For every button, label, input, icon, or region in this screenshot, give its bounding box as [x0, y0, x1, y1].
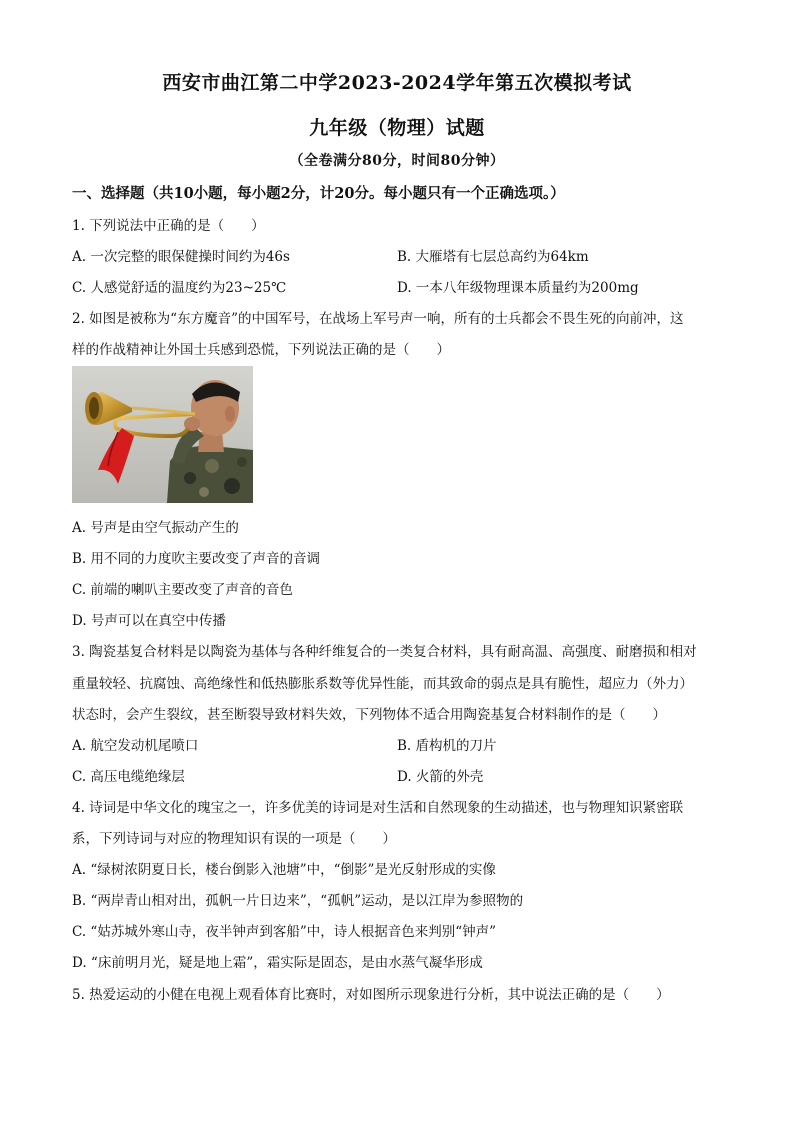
- question-2-option-a: A. 号声是由空气振动产生的: [72, 520, 239, 536]
- question-2-stem-line2: 样的作战精神让外国士兵感到恐慌，下列说法正确的是（ ）: [72, 342, 450, 358]
- exam-title: 西安市曲江第二中学2023-2024学年第五次模拟考试: [162, 72, 632, 94]
- question-4-option-b: B. “两岸青山相对出，孤帆一片日边来”，“孤帆”运动，是以江岸为参照物的: [72, 893, 524, 909]
- question-4-stem-line1: 4. 诗词是中华文化的瑰宝之一，许多优美的诗词是对生活和自然现象的生动描述，也与物理知识紧密联: [72, 800, 684, 816]
- question-3-stem-line3: 状态时，会产生裂纹，甚至断裂导致材料失效，下列物体不适合用陶瓷基复合材料制作的是（ ）: [72, 707, 666, 723]
- question-1-option-b: B. 大雁塔有七层总高约为64km: [397, 249, 589, 265]
- question-2-stem-line1: 2. 如图是被称为“东方魔音”的中国军号，在战场上军号声一响，所有的士兵都会不畏生死的向前冲，这: [72, 311, 684, 327]
- question-2-option-b: B. 用不同的力度吹主要改变了声音的音调: [72, 551, 321, 567]
- question-1-option-d: D. 一本八年级物理课本质量约为200mg: [397, 280, 639, 296]
- question-1-stem: 1. 下列说法中正确的是（ ）: [72, 218, 265, 234]
- question-4-option-c: C. “姑苏城外寒山寺，夜半钟声到客船”中，诗人根据音色来判别“钟声”: [72, 924, 497, 940]
- bugle-soldier-illustration: [72, 366, 253, 503]
- question-2-option-d: D. 号声可以在真空中传播: [72, 613, 226, 629]
- question-3-option-c: C. 高压电缆绝缘层: [72, 769, 185, 785]
- question-3-option-a: A. 航空发动机尾喷口: [72, 738, 199, 754]
- question-4-stem-line2: 系，下列诗词与对应的物理知识有误的一项是（ ）: [72, 831, 396, 847]
- question-2-option-c: C. 前端的喇叭主要改变了声音的音色: [72, 582, 293, 598]
- question-5-stem: 5. 热爱运动的小健在电视上观看体育比赛时，对如图所示现象进行分析，其中说法正确的是（ ）: [72, 987, 670, 1003]
- exam-subject-title: 九年级（物理）试题: [309, 117, 485, 139]
- question-1-option-c: C. 人感觉舒适的温度约为23~25℃: [72, 280, 287, 296]
- exam-score-time: （全卷满分80分，时间80分钟）: [289, 153, 505, 169]
- question-3-option-d: D. 火箭的外壳: [397, 769, 484, 785]
- question-1-option-a: A. 一次完整的眼保健操时间约为46s: [72, 249, 290, 265]
- question-3-option-b: B. 盾构机的刀片: [397, 738, 497, 754]
- question-4-option-a: A. “绿树浓阴夏日长，楼台倒影入池塘”中，“倒影”是光反射形成的实像: [72, 862, 496, 878]
- bugle-soldier-photo: [72, 366, 253, 503]
- question-4-option-d: D. “床前明月光，疑是地上霜”，霜实际是固态，是由水蒸气凝华形成: [72, 955, 483, 971]
- question-3-stem-line1: 3. 陶瓷基复合材料是以陶瓷为基体与各种纤维复合的一类复合材料，具有耐高温、高强度、耐磨损和相对: [72, 644, 697, 660]
- question-3-stem-line2: 重量较轻、抗腐蚀、高绝缘性和低热膨胀系数等优异性能，而其致命的弱点是具有脆性，超应力（外力）: [72, 676, 693, 692]
- section-heading-choice: 一、选择题（共10小题，每小题2分，计20分。每小题只有一个正确选项。）: [72, 185, 565, 202]
